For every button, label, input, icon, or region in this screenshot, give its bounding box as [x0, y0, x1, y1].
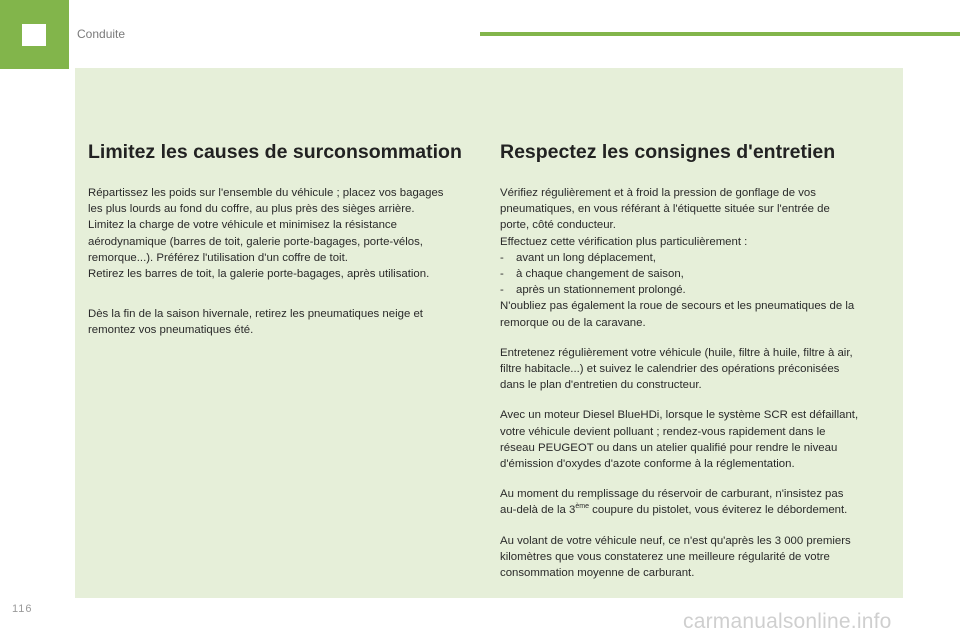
left-paragraph-2	[88, 306, 478, 338]
bullet-text: après un stationnement prolongé.	[516, 284, 686, 297]
right-paragraph-1	[500, 185, 895, 331]
text-line: votre véhicule devient polluant ; rendez-vous rapidement dans le	[500, 425, 826, 438]
text-line: dans le plan d'entretien du constructeur.	[500, 379, 702, 392]
text-line: Au moment du remplissage du réservoir de carburant, n'insistez pas	[500, 488, 844, 501]
right-column	[500, 68, 895, 581]
bullet-item	[500, 250, 895, 266]
section-tab	[0, 0, 69, 69]
text-line: pneumatiques, en vous référant à l'étiquette située sur l'entrée de	[500, 203, 830, 216]
text-line: kilomètres que vous constaterez une meilleure régularité de votre	[500, 550, 830, 563]
bullet-text: avant un long déplacement,	[516, 251, 656, 264]
text-line: N'oubliez pas également la roue de secours et les pneumatiques de la	[500, 300, 855, 313]
text-line	[500, 502, 895, 518]
bullet-text: à chaque changement de saison,	[516, 268, 684, 281]
section-title: Conduite	[77, 27, 126, 41]
text-line: Répartissez les poids sur l'ensemble du véhicule ; placez vos bagages	[88, 187, 444, 199]
bullet-item	[500, 282, 895, 298]
text-line: filtre habitacle...) et suivez le calendrier des opérations préconisées	[500, 363, 840, 376]
bullet-dash: -	[500, 251, 504, 264]
left-heading: Limitez les causes de surconsommation	[88, 141, 462, 163]
text-line: réseau PEUGEOT ou dans un atelier qualifié pour rendre le niveau	[500, 441, 838, 454]
left-column	[88, 68, 478, 339]
bullet-item	[500, 266, 895, 282]
text-line: les plus lourds au fond du coffre, au plus près des sièges arrière.	[88, 203, 415, 216]
text-fragment: coupure du pistolet, vous éviterez le débordement.	[589, 504, 848, 517]
text-line: aérodynamique (barres de toit, galerie porte-bagages, porte-vélos,	[88, 235, 423, 248]
text-line: Effectuez cette vérification plus particulièrement :	[500, 235, 748, 248]
text-line: Limitez la charge de votre véhicule et minimisez la résistance	[88, 219, 397, 232]
text-line: Au volant de votre véhicule neuf, ce n'est qu'après les 3 000 premiers	[500, 534, 851, 547]
text-line: consommation moyenne de carburant.	[500, 567, 695, 580]
header-rule	[480, 32, 960, 36]
right-heading: Respectez les consignes d'entretien	[500, 141, 836, 163]
text-line: Entretenez régulièrement votre véhicule (huile, filtre à huile, filtre à air,	[500, 346, 853, 359]
text-line: d'émission d'oxydes d'azote conforme à la réglementation.	[500, 458, 795, 471]
right-paragraph-4	[500, 486, 895, 518]
left-paragraph-1	[88, 185, 478, 282]
section-tab-square	[22, 24, 46, 46]
page-number: 116	[12, 603, 33, 615]
text-line: remontez vos pneumatiques été.	[88, 324, 254, 337]
text-line: Vérifiez régulièrement et à froid la pression de gonflage de vos	[500, 187, 816, 199]
right-paragraph-3	[500, 407, 895, 472]
text-line: porte, côté conducteur.	[500, 219, 616, 232]
right-paragraph-5	[500, 533, 895, 582]
text-line: remorque ou de la caravane.	[500, 316, 646, 329]
bullet-dash: -	[500, 284, 504, 297]
watermark: carmanualsonline.info	[683, 610, 892, 633]
text-fragment: au-delà de la 3	[500, 504, 576, 517]
ordinal-superscript: ème	[575, 503, 589, 511]
text-line: Retirez les barres de toit, la galerie porte-bagages, après utilisation.	[88, 268, 430, 281]
right-paragraph-2	[500, 345, 895, 394]
text-line: remorque...). Préférez l'utilisation d'un coffre de toit.	[88, 251, 348, 264]
text-line: Dès la fin de la saison hivernale, retirez les pneumatiques neige et	[88, 308, 423, 321]
bullet-dash: -	[500, 268, 504, 281]
text-line: Avec un moteur Diesel BlueHDi, lorsque le système SCR est défaillant,	[500, 409, 859, 422]
